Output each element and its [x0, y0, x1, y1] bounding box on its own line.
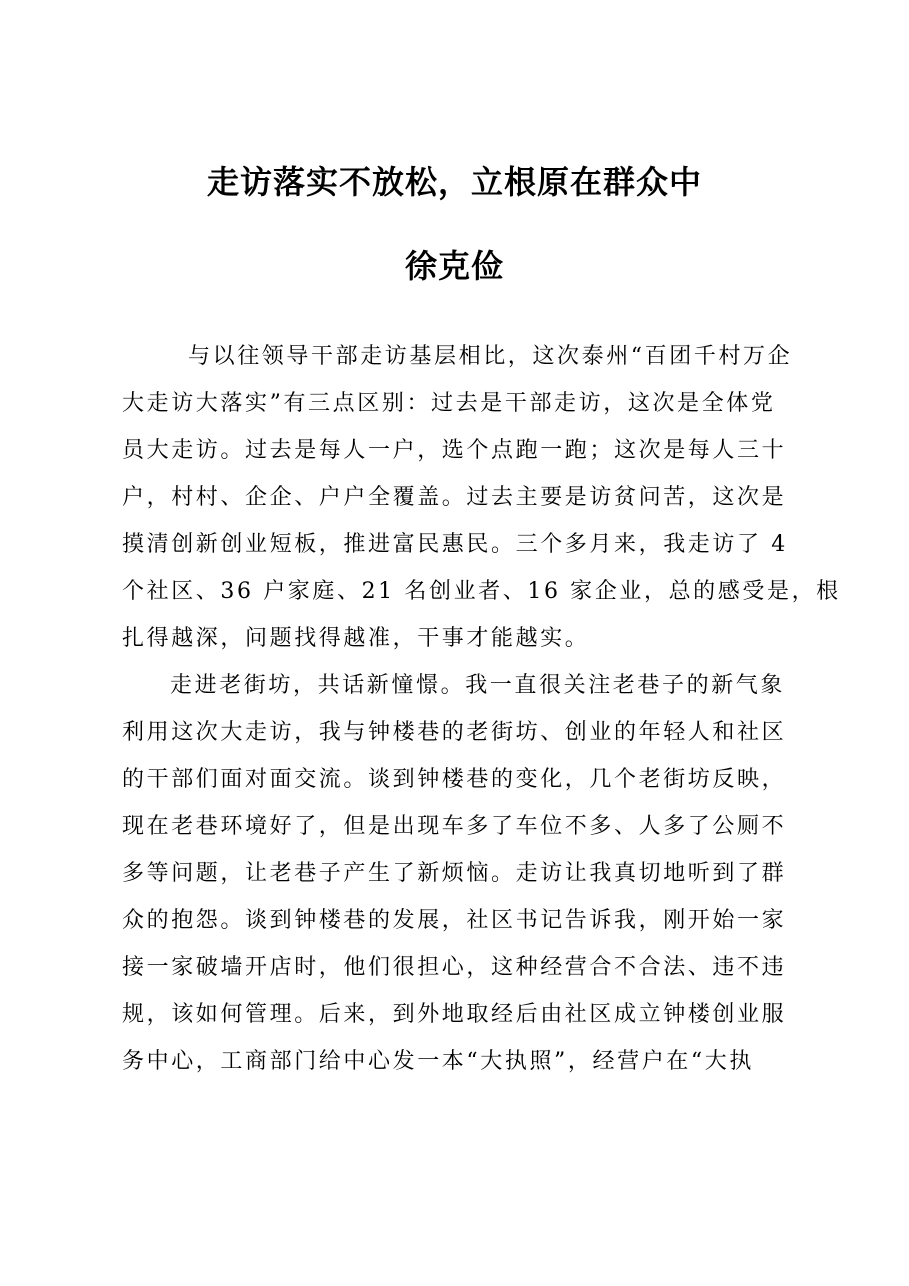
- paragraph-line: 个社区、36 户家庭、21 名创业者、16 家企业，总的感受是，根: [122, 579, 841, 604]
- paragraph-line: 走进老街坊，共话新憧憬。我一直很关注老巷子的新气象: [170, 673, 786, 698]
- paragraph-line: 现在老巷环境好了，但是出现车多了车位不多、人多了公厕不: [122, 814, 787, 839]
- document-title: 走访落实不放松，立根原在群众中: [206, 163, 702, 201]
- paragraph-line: 摸清创新创业短板，推进富民惠民。三个多月来，我走访了 4: [122, 532, 788, 557]
- paragraph-line: 多等问题，让老巷子产生了新烦恼。走访让我真切地听到了群: [122, 861, 787, 886]
- paragraph-line: 的干部们面对面交流。谈到钟楼巷的变化，几个老街坊反映，: [122, 767, 787, 792]
- paragraph-line: 利用这次大走访，我与钟楼巷的老街坊、创业的年轻人和社区: [122, 720, 787, 745]
- paragraph-line: 与以往领导干部走访基层相比，这次泰州“百团千村万企: [188, 344, 793, 369]
- paragraph-line: 众的抱怨。谈到钟楼巷的发展，社区书记告诉我，刚开始一家: [122, 908, 787, 933]
- document-body: [122, 333, 841, 1085]
- paragraph-2: [122, 662, 802, 1085]
- paragraph-line: 大走访大落实”有三点区别：过去是干部走访，这次是全体党: [122, 391, 776, 416]
- paragraph-line: 员大走访。过去是每人一户，选个点跑一跑；这次是每人三十: [122, 438, 787, 463]
- document-author: 徐克俭: [404, 247, 504, 285]
- paragraph-line: 扎得越深，问题找得越准，干事才能越实。: [122, 626, 590, 651]
- paragraph-line: 务中心，工商部门给中心发一本“大执照”，经营户在“大执: [122, 1049, 754, 1074]
- paragraph-line: 规，该如何管理。后来，到外地取经后由社区成立钟楼创业服: [122, 1002, 787, 1027]
- paragraph-1: [122, 333, 841, 662]
- paragraph-line: 接一家破墙开店时，他们很担心，这种经营合不合法、违不违: [122, 955, 787, 980]
- paragraph-line: 户，村村、企企、户户全覆盖。过去主要是访贫问苦，这次是: [122, 485, 787, 510]
